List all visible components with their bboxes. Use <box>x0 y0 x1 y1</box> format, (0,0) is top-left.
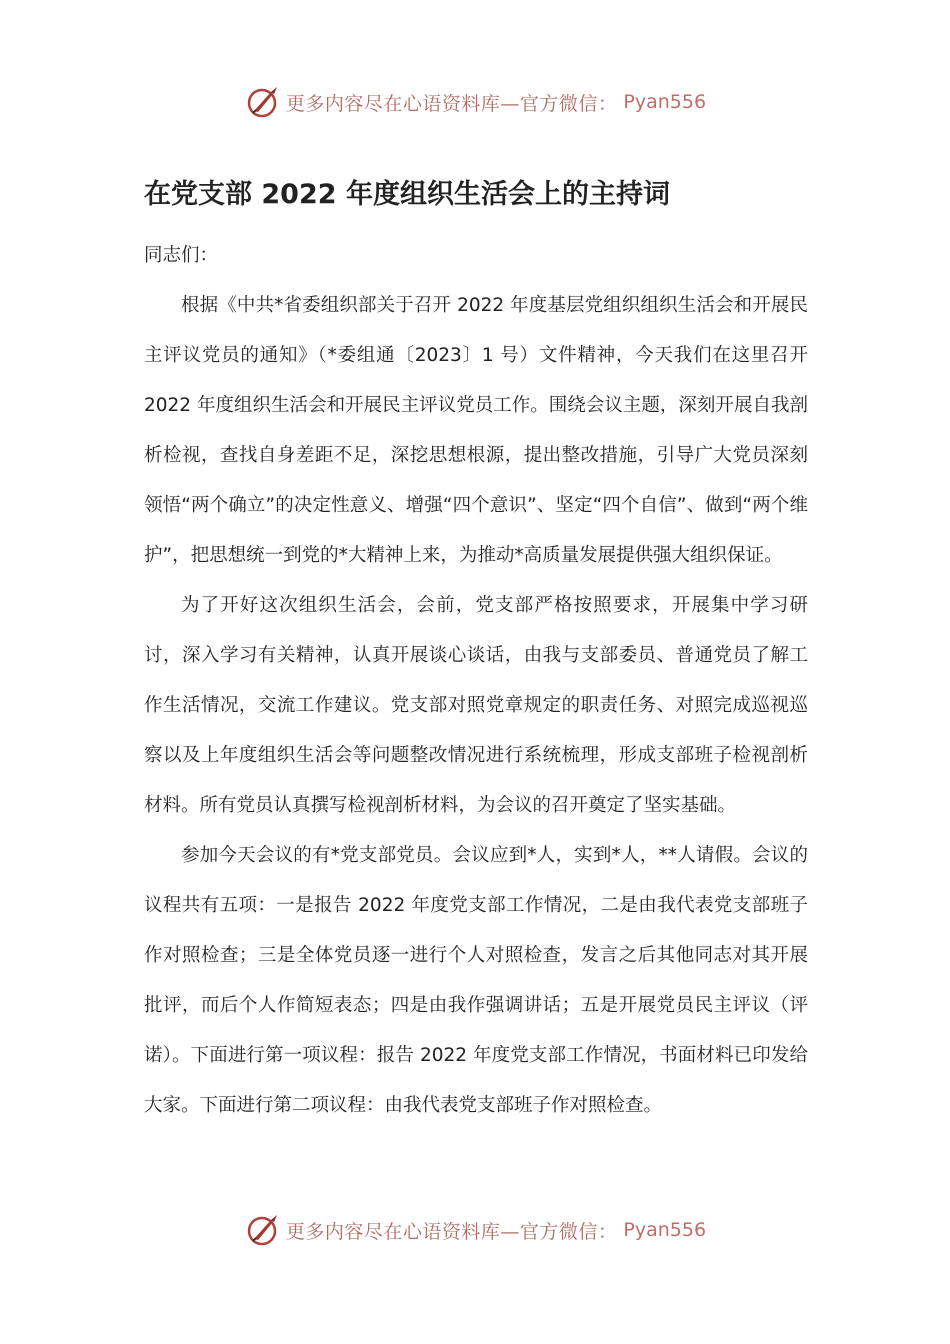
header-banner <box>0 80 950 124</box>
paragraph-1: 根据《中共*省委组织部关于召开 2022 年度基层党组织组织生活会和开展民主评议党员的通知》（*委组通〔2023〕1 号）文件精神，今天我们在这里召开 2022 年度组织生活会和开展民主评议党员工作。围绕会议主题，深刻开展自我剖析检视，查找自身差距不足，深挖思想根源，提出整改措施，引导广大党员深刻领悟“两个确立”的决定性意义、增强“四个意识”、坚定“四个自信”、做到“两个维护”，把思想统一到党的*大精神上来，为推动*高质量发展提供强大组织保证。 <box>144 295 808 566</box>
paragraph-3: 参加今天会议的有*党支部党员。会议应到*人，实到*人，**人请假。会议的议程共有五项：一是报告 2022 年度党支部工作情况，二是由我代表党支部班子作对照检查；三是全体党员逐一进行个人对照检查，发言之后其他同志对其开展批评，而后个人作简短表态；四是由我作强调讲话；五是开展党员民主评议（评诺）。下面进行第一项议程：报告 2022 年度党支部工作情况，书面材料已印发给大家。下面进行第二项议程：由我代表党支部班子作对照检查。 <box>144 845 808 1116</box>
quill-logo-icon <box>244 84 280 120</box>
header-banner-text: 更多内容尽在心语资料库—官方微信： <box>285 92 618 115</box>
document-title: 在党支部 2022 年度组织生活会上的主持词 <box>144 179 670 210</box>
header-banner-wechat-id: Pyan556 <box>623 91 707 113</box>
paragraph-2: 为了开好这次组织生活会，会前，党支部严格按照要求，开展集中学习研讨，深入学习有关精神，认真开展谈心谈话，由我与支部委员、普通党员了解工作生活情况，交流工作建议。党支部对照党章规定的职责任务、对照完成巡视巡察以及上年度组织生活会等问题整改情况进行系统梳理，形成支部班子检视剖析材料。所有党员认真撰写检视剖析材料，为会议的召开奠定了坚实基础。 <box>144 595 808 816</box>
salutation: 同志们： <box>144 245 219 266</box>
document-body <box>144 231 808 1131</box>
footer-banner-text: 更多内容尽在心语资料库—官方微信： <box>285 1220 618 1243</box>
footer-banner <box>0 1208 950 1252</box>
quill-logo-icon <box>244 1212 280 1248</box>
footer-banner-wechat-id: Pyan556 <box>623 1219 707 1241</box>
